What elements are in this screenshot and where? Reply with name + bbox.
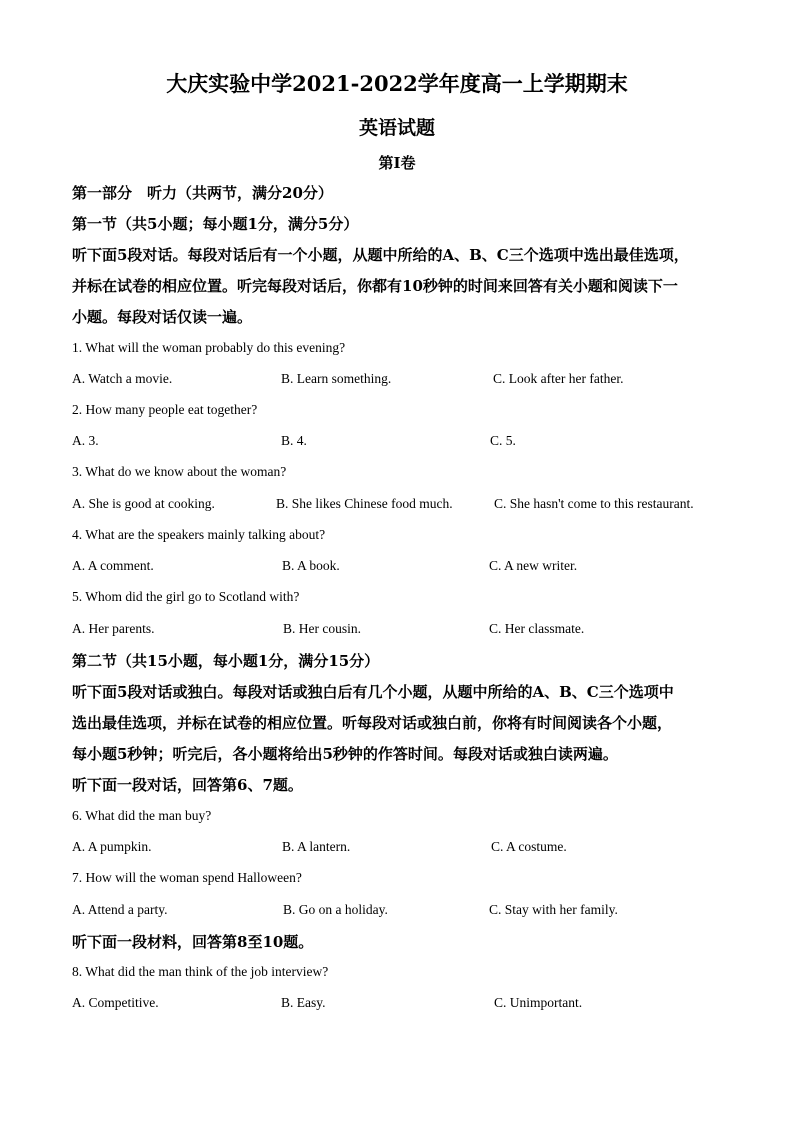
option-a: A. Watch a movie. [72,371,173,386]
option-b: B. Go on a holiday. [283,902,388,917]
option-b: B. 4. [281,433,307,448]
group-instruction: 听下面一段材料，回答第8至10题。 [72,933,314,951]
question-stem: 3. What do we know about the woman? [72,464,287,479]
option-c: C. Look after her father. [493,371,624,386]
option-b: B. A lantern. [282,839,351,854]
option-c: C. Unimportant. [494,995,583,1010]
section2-instruction-line: 每小题5秒钟；听完后，各小题将给出5秒钟的作答时间。每段对话或独白读两遍。 [72,745,618,763]
option-a: A. 3. [72,433,99,448]
question-stem: 8. What did the man think of the job interview? [72,964,329,979]
option-a: A. A pumpkin. [72,839,152,854]
option-c: C. A new writer. [489,558,578,573]
part1-heading: 第一部分 听力（共两节，满分20分） [72,184,333,202]
option-b: B. Easy. [281,995,326,1010]
option-b: B. Her cousin. [283,621,361,636]
option-c: C. A costume. [491,839,567,854]
option-c: C. She hasn't come to this restaurant. [494,496,694,511]
section2-instruction-line: 选出最佳选项，并标在试卷的相应位置。听每段对话或独白前，你将有时间阅读各个小题， [72,714,673,732]
section1-instruction-line: 并标在试卷的相应位置。听完每段对话后，你都有10秒钟的时间来回答有关小题和阅读下一 [72,277,678,295]
question-stem: 6. What did the man buy? [72,808,212,823]
question-stem: 2. How many people eat together? [72,402,258,417]
question-stem: 7. How will the woman spend Halloween? [72,870,302,885]
option-c: C. Her classmate. [489,621,585,636]
section1-instruction-line: 小题。每段对话仅读一遍。 [72,308,253,326]
option-a: A. Competitive. [72,995,159,1010]
section1-heading: 第一节（共5小题；每小题1分，满分5分） [72,215,359,233]
option-a: A. She is good at cooking. [72,496,215,511]
option-c: C. Stay with her family. [489,902,618,917]
question-stem: 5. Whom did the girl go to Scotland with? [72,589,300,604]
option-c: C. 5. [490,433,516,448]
question-stem: 1. What will the woman probably do this evening? [72,340,346,355]
section1-instruction-line: 听下面5段对话。每段对话后有一个小题，从题中所给的A、B、C三个选项中选出最佳选项， [72,246,689,264]
group-instruction: 听下面一段对话，回答第6、7题。 [72,776,303,794]
section2-instruction-line: 听下面5段对话或独白。每段对话或独白后有几个小题，从题中所给的A、B、C三个选项中 [72,683,674,701]
question-stem: 4. What are the speakers mainly talking about? [72,527,326,542]
section2-heading: 第二节（共15小题，每小题1分，满分15分） [72,652,380,670]
option-b: B. Learn something. [281,371,392,386]
option-a: A. Attend a party. [72,902,168,917]
volume-label: 第Ⅰ卷 [378,154,416,172]
option-a: A. Her parents. [72,621,155,636]
exam-subtitle: 英语试题 [358,117,435,139]
option-a: A. A comment. [72,558,154,573]
exam-title: 大庆实验中学2021-2022学年度高一上学期期末 [166,71,628,96]
option-b: B. She likes Chinese food much. [276,496,453,511]
option-b: B. A book. [282,558,340,573]
